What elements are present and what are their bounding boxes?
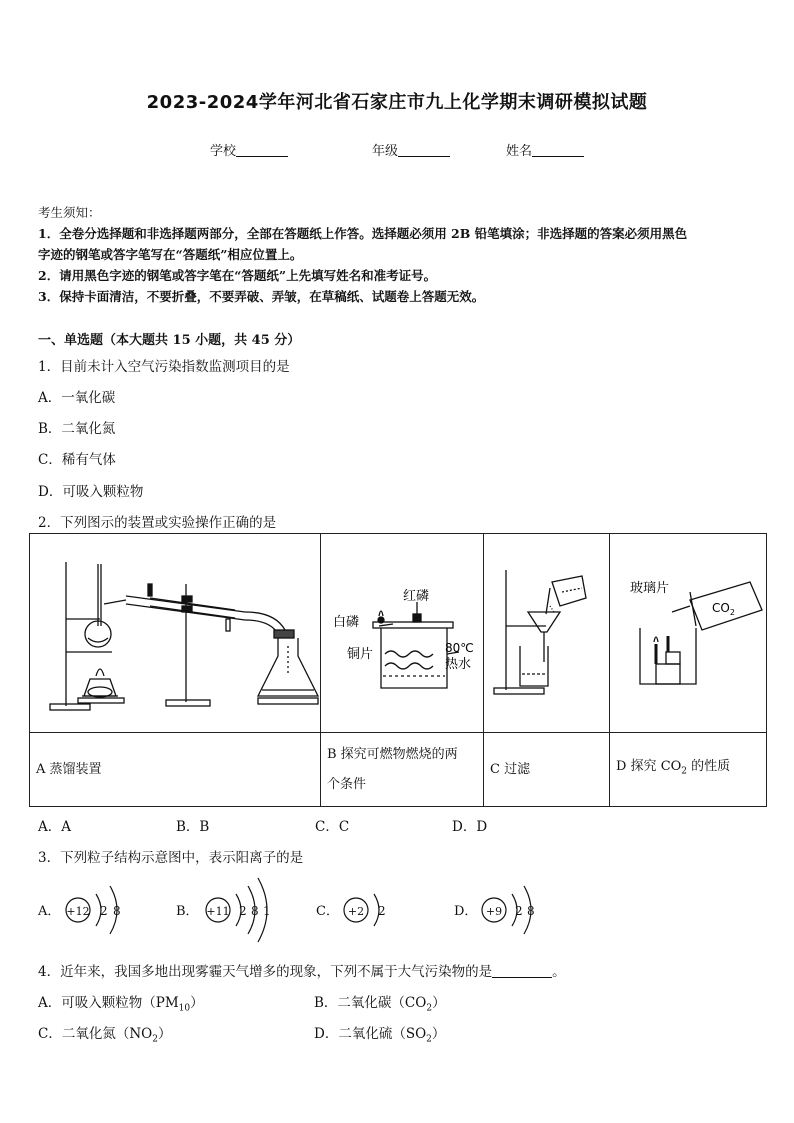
caption-b [321, 733, 484, 807]
notice-heading: 考生须知： [38, 205, 101, 220]
grade-blank[interactable] [398, 144, 450, 157]
q2-figure-table [29, 533, 767, 807]
name-label: 姓名 [506, 144, 533, 159]
grade-field[interactable] [372, 140, 450, 159]
q4-option-d[interactable]: D．二氧化硫$(SO_2)$ [314, 1026, 446, 1045]
q3-option-b[interactable] [176, 878, 271, 942]
svg-text:+12: +12 [66, 905, 90, 918]
q3-option-d[interactable] [454, 886, 535, 934]
svg-text:B．: B． [176, 904, 199, 919]
distillation-apparatus-icon [30, 534, 320, 732]
combustion-experiment-icon [321, 534, 483, 732]
name-field[interactable] [506, 140, 584, 159]
q4-option-c[interactable]: C．二氧化氮$(NO_2)$ [38, 1026, 172, 1045]
q4-answer-blank[interactable] [492, 965, 552, 978]
q3-option-c[interactable] [316, 894, 386, 926]
figure-a-cell [30, 534, 321, 733]
svg-text:8: 8 [251, 904, 259, 918]
label-temperature: 80℃ [445, 641, 474, 655]
page-title: 2023-2024学年河北省石家庄市九上化学期末调研模拟试题 [146, 92, 648, 113]
label-white-phosphorus: 白磷 [333, 615, 360, 630]
svg-text:D．: D． [454, 904, 478, 919]
q4-option-b[interactable]: B．二氧化碳$(CO_2)$ [314, 995, 446, 1014]
section-header: 一、单选题（本大题共 15 小题，共 45 分） [38, 333, 301, 348]
caption-b-line1: B 探究可燃物燃烧的两 [327, 746, 458, 762]
q2-option-a[interactable]: A．A [38, 819, 71, 835]
q3-option-a[interactable] [37, 886, 121, 934]
school-field[interactable] [210, 140, 288, 159]
figure-c-cell [484, 534, 610, 733]
q2-stem: 2．下列图示的装置或实验操作正确的是 [38, 515, 277, 531]
filtration-apparatus-icon [484, 534, 609, 732]
caption-a: A 蒸馏装置 [30, 733, 321, 807]
svg-text:C．: C． [316, 904, 339, 919]
svg-text:8: 8 [113, 904, 121, 918]
notice-item-2: 2．请用黑色字迹的钢笔或答字笔在“答题纸”上先填写姓名和准考证号。 [38, 268, 437, 283]
figure-d-cell [610, 534, 767, 733]
figure-b-cell [321, 534, 484, 733]
svg-text:A．: A． [38, 904, 61, 919]
q1-option-a[interactable]: A．一氧化碳 [38, 390, 116, 406]
q3-atom-diagrams [30, 872, 570, 948]
svg-text:+9: +9 [485, 905, 503, 918]
label-co2: $CO_2$ [712, 601, 735, 617]
q4-stem: 4．近年来，我国多地出现雾霾天气增多的现象，下列不属于大气污染物的是 。 [38, 964, 566, 980]
label-red-phosphorus: 红磷 [403, 589, 430, 604]
q2-option-c[interactable]: C．C [315, 819, 350, 835]
svg-text:1: 1 [263, 904, 271, 918]
q1-option-b[interactable]: B．二氧化氮 [38, 421, 116, 437]
svg-text:+2: +2 [347, 905, 365, 918]
q3-stem: 3．下列粒子结构示意图中，表示阳离子的是 [38, 850, 304, 866]
notice-item-1: 1．全卷分选择题和非选择题两部分，全部在答题纸上作答。选择题必须用 2B 铅笔填涂；非选择题的答案必须用黑色 [38, 226, 688, 241]
q1-option-d[interactable]: D．可吸入颗粒物 [38, 484, 144, 500]
svg-text:2: 2 [100, 904, 108, 918]
co2-property-experiment-icon [610, 534, 766, 732]
svg-text:2: 2 [378, 904, 386, 918]
caption-b-line2: 个条件 [327, 776, 367, 792]
notice-item-3: 3．保持卡面清洁，不要折叠，不要弄破、弄皱，在草稿纸、试题卷上答题无效。 [38, 289, 485, 304]
svg-text:8: 8 [527, 904, 535, 918]
q4-option-a[interactable]: A．可吸入颗粒物$(PM_{10})$ [38, 995, 204, 1014]
label-copper-sheet: 铜片 [347, 647, 374, 662]
q2-option-b[interactable]: B．B [176, 819, 210, 835]
svg-text:+11: +11 [206, 905, 230, 918]
label-glass-plate: 玻璃片 [630, 581, 670, 596]
q2-option-d[interactable]: D．D [452, 819, 488, 835]
svg-text:2: 2 [515, 904, 523, 918]
label-hot-water: 热水 [445, 657, 472, 672]
school-blank[interactable] [236, 144, 288, 157]
school-label: 学校 [210, 144, 237, 159]
grade-label: 年级 [372, 144, 399, 159]
caption-c: C 过滤 [484, 733, 610, 807]
q1-option-c[interactable]: C．稀有气体 [38, 452, 116, 468]
svg-text:2: 2 [239, 904, 247, 918]
caption-d: D 探究 $CO_2$ 的性质 [610, 733, 767, 807]
name-blank[interactable] [532, 144, 584, 157]
q1-stem: 1．目前未计入空气污染指数监测项目的是 [38, 359, 290, 375]
notice-item-1-cont: 字迹的钢笔或答字笔写在“答题纸”相应位置上。 [38, 247, 303, 262]
